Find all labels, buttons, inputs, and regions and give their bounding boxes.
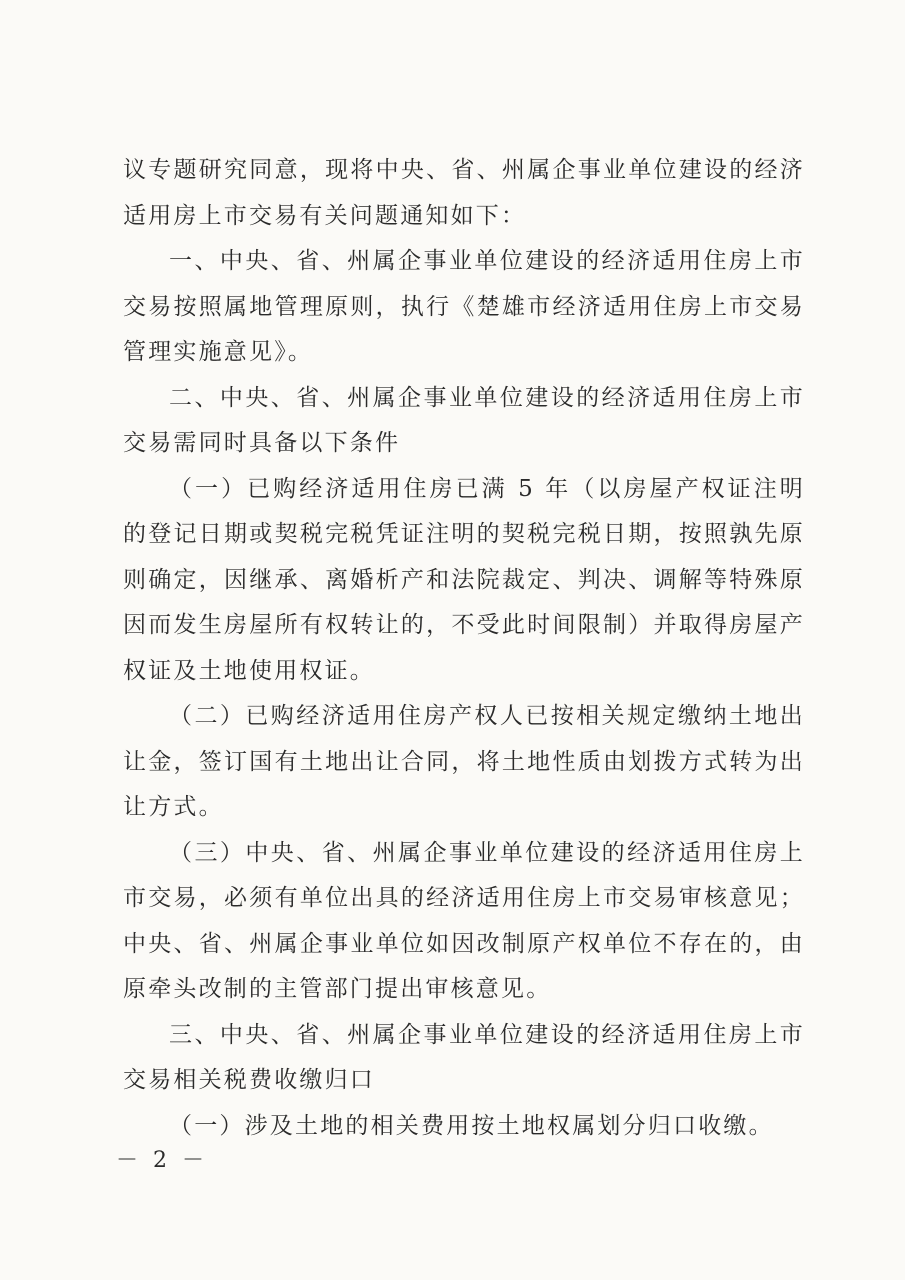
- paragraph-continuation: 议专题研究同意，现将中央、省、州属企事业单位建设的经济适用房上市交易有关问题通知如下：: [123, 157, 805, 229]
- paragraph-subitem-3-1: （一）涉及土地的相关费用按土地权属划分归口收缴。: [169, 1112, 774, 1139]
- document-body: [123, 148, 805, 1149]
- page-number: － 2 －: [116, 1148, 208, 1173]
- paragraph-item-3: 三、中央、省、州属企事业单位建设的经济适用住房上市交易相关税费收缴归口: [123, 1021, 805, 1093]
- paragraph-item-2: 二、中央、省、州属企事业单位建设的经济适用住房上市交易需同时具备以下条件: [123, 384, 805, 456]
- paragraph-subitem-2-1: （一）已购经济适用住房已满 5 年（以房屋产权证注明的登记日期或契税完税凭证注明的契税完税日期，按照孰先原则确定，因继承、离婚析产和法院裁定、判决、调解等特殊原因而发生房屋所有权转让的，不受此时间限制）并取得房屋产权证及土地使用权证。: [123, 475, 805, 684]
- paragraph-subitem-2-2: （二）已购经济适用住房产权人已按相关规定缴纳土地出让金，签订国有土地出让合同，将土地性质由划拨方式转为出让方式。: [123, 703, 805, 820]
- paragraph-item-1: 一、中央、省、州属企事业单位建设的经济适用住房上市交易按照属地管理原则，执行《楚雄市经济适用住房上市交易管理实施意见》。: [123, 248, 805, 365]
- paragraph-subitem-2-3: （三）中央、省、州属企事业单位建设的经济适用住房上市交易，必须有单位出具的经济适用住房上市交易审核意见；中央、省、州属企事业单位如因改制原产权单位不存在的，由原牵头改制的主管部门提出审核意见。: [123, 839, 805, 1002]
